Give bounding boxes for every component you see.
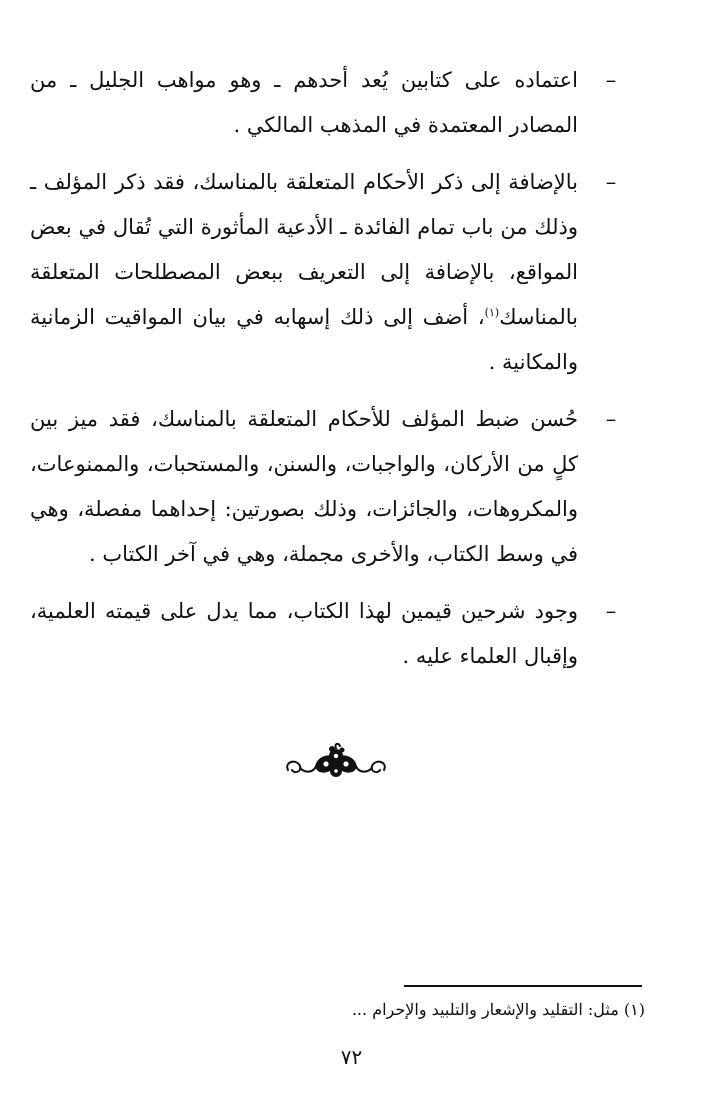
floral-ornament-icon (280, 740, 392, 782)
footnote-divider (404, 985, 642, 987)
bullet-dash: – (605, 407, 617, 431)
page-number: ٧٢ (340, 1045, 363, 1069)
bullet-list (30, 58, 630, 691)
bullet-text-continued: ، أضف إلى ذلك إسهابه في بيان المواقيت الزمانية والمكانية . (30, 305, 578, 374)
list-item (30, 160, 630, 385)
list-item (30, 589, 630, 679)
bullet-text: حُسن ضبط المؤلف للأحكام المتعلقة بالمناسك، فقد ميز بين كلٍ من الأركان، والواجبات، والسنن، والمستحبات، والممنوعات، والمكروهات، والجائزات، وذلك بصورتين: إحداهما مفصلة، وهي في وسط الكتاب، والأخرى مجملة، وهي في آخر الكتاب . (30, 407, 578, 566)
bullet-text: اعتماده على كتابين يُعد أحدهم ـ وهو مواهب الجليل ـ من المصادر المعتمدة في المذهب المالكي . (30, 68, 578, 137)
bullet-dash: – (605, 68, 617, 92)
footnote-reference[interactable]: (١) (484, 306, 500, 319)
bullet-dash: – (605, 599, 617, 623)
bullet-dash: – (605, 170, 617, 194)
list-item (30, 397, 630, 577)
bullet-text: بالإضافة إلى ذكر الأحكام المتعلقة بالمناسك، فقد ذكر المؤلف ـ وذلك من باب تمام الفائدة ـ الأدعية المأثورة التي تُقال في بعض المواقع، بالإضافة إلى التعريف ببعض المصطلحات المتعلقة بالمناسك (30, 170, 578, 329)
list-item (30, 58, 630, 148)
footnote: (١) مثل: التقليد والإشعار والتلبيد والإحرام ... (351, 1000, 645, 1019)
bullet-text: وجود شرحين قيمين لهذا الكتاب، مما يدل على قيمته العلمية، وإقبال العلماء عليه . (30, 599, 578, 668)
